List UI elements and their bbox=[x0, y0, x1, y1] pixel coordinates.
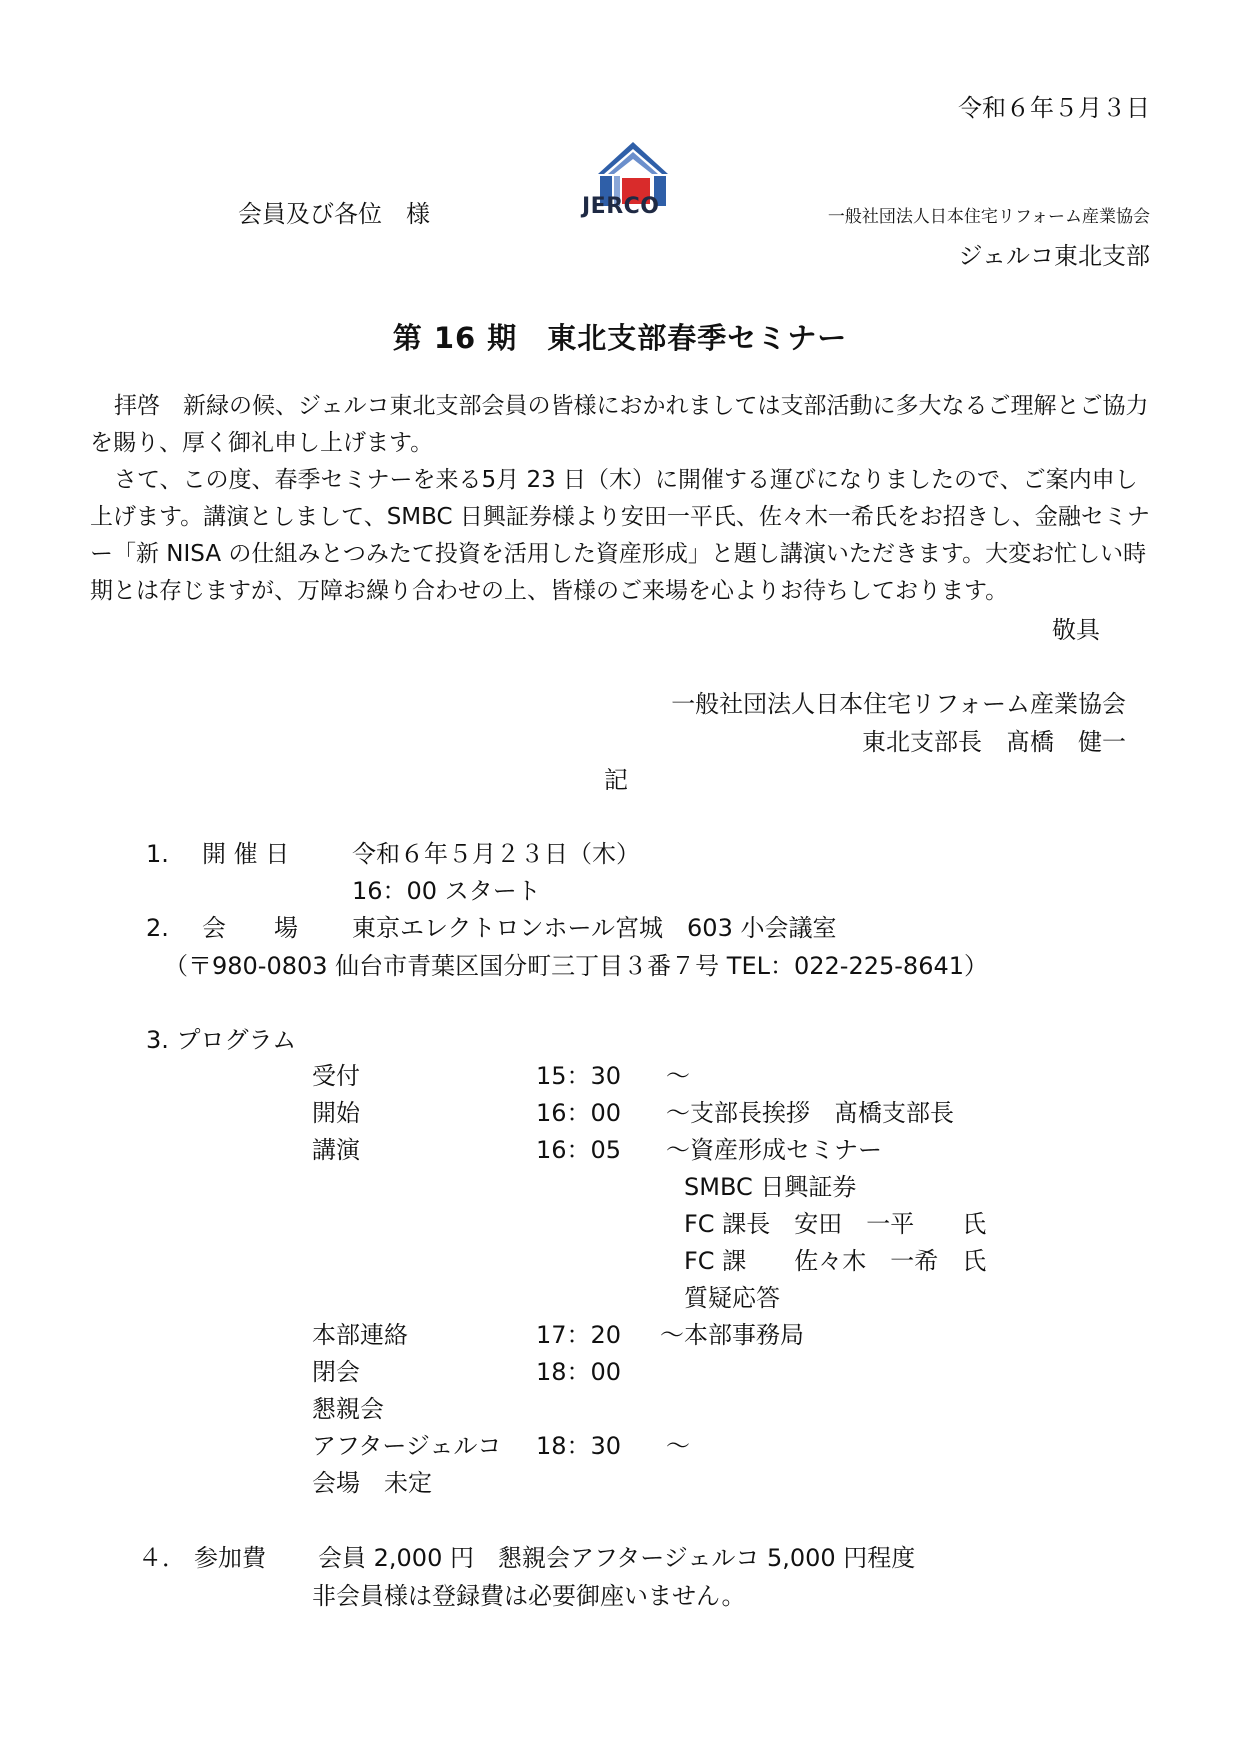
jerco-logo bbox=[578, 132, 688, 222]
addressee: 会員及び各位 様 bbox=[238, 200, 430, 228]
item-1-number: 1. bbox=[146, 840, 169, 868]
program-row-label: 講演 bbox=[312, 1136, 360, 1164]
program-row-label: 閉会 bbox=[312, 1358, 360, 1386]
item-2-address: （〒980-0803 仙台市青葉区国分町三丁目３番７号 TEL：022-225-8641） bbox=[164, 952, 989, 980]
item-2-venue: 東京エレクトロンホール宮城 603 小会議室 bbox=[352, 914, 837, 942]
fee-note: 非会員様は登録費は必要御座いません。 bbox=[312, 1582, 746, 1610]
item-1-time: 16：00 スタート bbox=[352, 877, 541, 905]
branch-name: ジェルコ東北支部 bbox=[958, 242, 1150, 270]
item-1-label: 開 催 日 bbox=[202, 840, 290, 868]
after-jerco-venue: 会場 未定 bbox=[312, 1469, 432, 1497]
program-row-time: 17：20 bbox=[536, 1321, 622, 1349]
document-title: 第 16 期 東北支部春季セミナー bbox=[392, 321, 848, 355]
body-paragraph-1: 拝啓 新緑の候、ジェルコ東北支部会員の皆様におかれましては支部活動に多大なるご理解とご協力を賜り、厚く御礼申し上げます。 bbox=[90, 393, 1149, 456]
lecture-line: 質疑応答 bbox=[684, 1284, 780, 1312]
fee-value: 会員 2,000 円 懇親会アフタージェルコ 5,000 円程度 bbox=[318, 1544, 916, 1572]
after-jerco-label: アフタージェルコ bbox=[312, 1432, 502, 1460]
program-row-time: 16：00 bbox=[536, 1099, 622, 1127]
program-row-time: 16：05 bbox=[536, 1136, 622, 1164]
closing-keigu: 敬具 bbox=[1052, 616, 1100, 644]
body-paragraph-2: さて、この度、春季セミナーを来る5月 23 日（木）に開催する運びになりましたので、ご案内申し上げます。講演としまして、SMBC 日興証券様より安田一平氏、佐々木一希氏をお招きし、金融セミナー「新 NISA の仕組みとつみたて投資を活用した資産形成」と題し講演いただきます。大変お忙しい時期とは存じますが、万障お繰り合わせの上、皆様のご来場を心よりお待ちしております。 bbox=[90, 467, 1150, 604]
lecture-line: SMBC 日興証券 bbox=[684, 1173, 857, 1201]
lecture-line: FC 課 佐々木 一希 氏 bbox=[684, 1247, 987, 1275]
item-2-label: 会 場 bbox=[202, 914, 298, 942]
org-name-header: 一般社団法人日本住宅リフォーム産業協会 bbox=[827, 207, 1150, 227]
social-label: 懇親会 bbox=[312, 1395, 384, 1423]
program-row-desc: ～支部長挨拶 髙橋支部長 bbox=[666, 1099, 954, 1127]
program-row-desc: ～資産形成セミナー bbox=[666, 1136, 882, 1164]
logo-text: JERCO bbox=[582, 194, 660, 219]
lecture-line: FC 課長 安田 一平 氏 bbox=[684, 1210, 987, 1238]
fee-number: ４． bbox=[138, 1544, 186, 1572]
item-2-number: 2. bbox=[146, 914, 169, 942]
signature-org: 一般社団法人日本住宅リフォーム産業協会 bbox=[671, 690, 1126, 718]
item-1-date: 令和６年５月２３日（木） bbox=[352, 840, 640, 868]
fee-label: 参加費 bbox=[194, 1544, 266, 1572]
program-row-time: 18：00 bbox=[536, 1358, 622, 1386]
program-heading: 3. プログラム bbox=[146, 1026, 297, 1054]
ki-heading: 記 bbox=[604, 766, 628, 794]
after-jerco-desc: ～ bbox=[666, 1432, 690, 1460]
program-row-label: 本部連絡 bbox=[312, 1321, 408, 1349]
program-row-time: 15：30 bbox=[536, 1062, 622, 1090]
signature-person: 東北支部長 髙橋 健一 bbox=[862, 728, 1126, 756]
program-row-desc: ～本部事務局 bbox=[660, 1321, 804, 1349]
program-row-desc: ～ bbox=[666, 1062, 690, 1090]
program-row-label: 受付 bbox=[312, 1062, 360, 1090]
program-row-label: 開始 bbox=[312, 1099, 360, 1127]
after-jerco-time: 18：30 bbox=[536, 1432, 622, 1460]
document-date: 令和６年５月３日 bbox=[958, 94, 1150, 122]
